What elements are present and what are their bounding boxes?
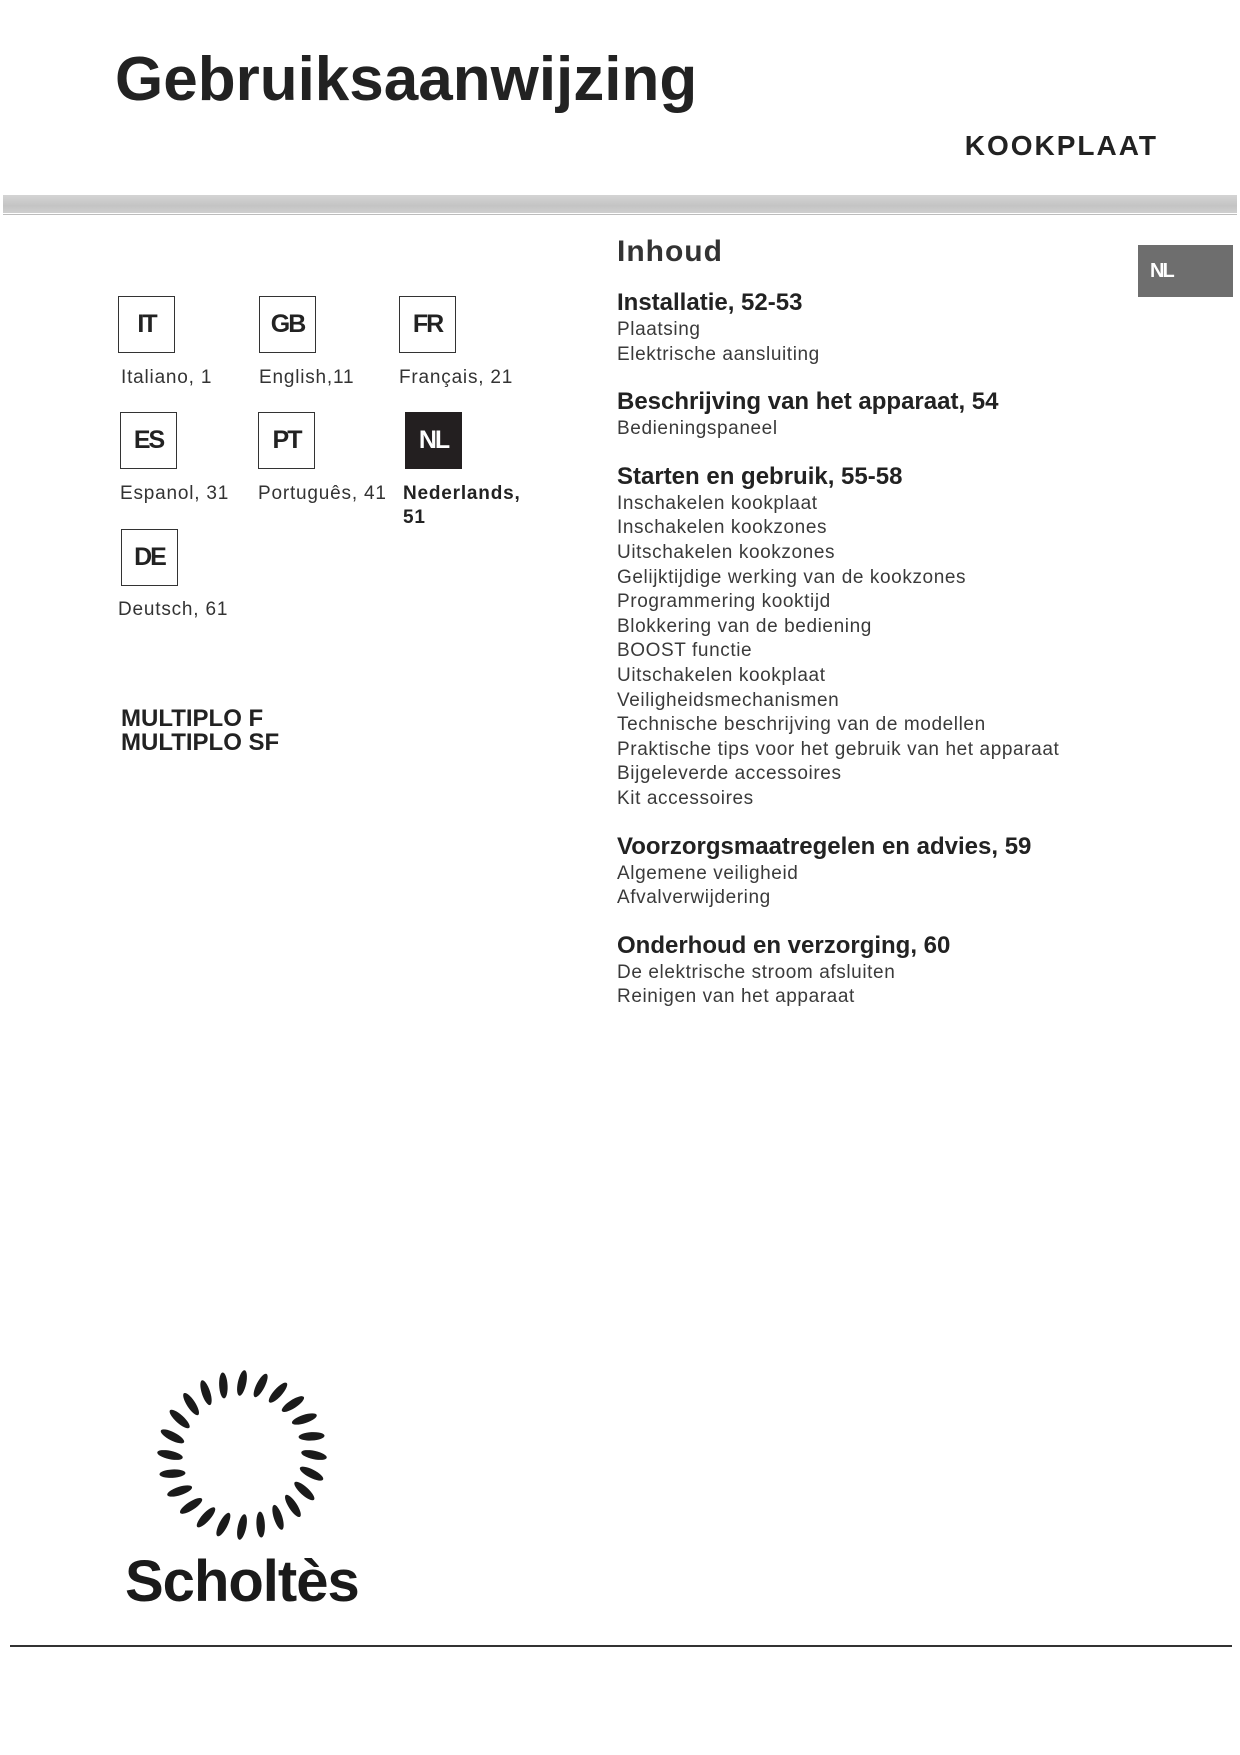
toc-section-title[interactable]: Beschrijving van het apparaat, 54 bbox=[617, 388, 999, 416]
toc-item[interactable]: Inschakelen kookplaat bbox=[617, 492, 818, 514]
header-divider bbox=[3, 214, 1237, 215]
toc-section bbox=[617, 462, 1117, 812]
sun-ray bbox=[214, 1511, 233, 1538]
toc-item[interactable]: De elektrische stroom afsluiten bbox=[617, 961, 896, 983]
lang-label-es: Espanol, 31 bbox=[120, 483, 230, 504]
lang-label-pt: Português, 41 bbox=[258, 483, 387, 504]
sun-ray bbox=[300, 1448, 327, 1462]
sun-ray bbox=[256, 1511, 266, 1537]
toc-item[interactable]: Praktische tips voor het gebruik van het apparaat bbox=[617, 738, 1060, 760]
lang-label-nl: Nederlands, 51 bbox=[403, 483, 521, 528]
toc-item[interactable]: Reinigen van het apparaat bbox=[617, 986, 855, 1008]
model-name: MULTIPLO SF bbox=[121, 729, 280, 756]
sun-ray bbox=[298, 1431, 324, 1441]
lang-box-it[interactable]: IT bbox=[118, 296, 175, 353]
language-tab-nl: NL bbox=[1138, 245, 1233, 297]
toc-section-title[interactable]: Starten en gebruik, 55-58 bbox=[617, 462, 903, 490]
toc-section-title[interactable]: Voorzorgsmaatregelen en advies, 59 bbox=[617, 832, 1032, 860]
toc-item[interactable]: Uitschakelen kookzones bbox=[617, 541, 836, 563]
product-type: KOOKPLAAT bbox=[964, 130, 1158, 161]
sun-ray bbox=[270, 1504, 286, 1531]
sun-ray bbox=[292, 1479, 317, 1503]
toc-item[interactable]: Blokkering van de bediening bbox=[617, 615, 872, 637]
sun-ray bbox=[280, 1393, 306, 1414]
sun-ray bbox=[178, 1495, 204, 1516]
header-band bbox=[3, 195, 1237, 213]
sun-ray bbox=[291, 1411, 318, 1427]
toc-section bbox=[617, 387, 1117, 442]
toc-heading: Inhoud bbox=[617, 235, 723, 268]
sun-ray bbox=[235, 1513, 249, 1540]
lang-box-nl[interactable]: NL bbox=[405, 412, 462, 469]
sun-ray bbox=[166, 1483, 193, 1499]
sun-ray bbox=[251, 1372, 270, 1399]
lang-box-fr[interactable]: FR bbox=[399, 296, 456, 353]
toc-section bbox=[617, 288, 1117, 367]
sun-ray bbox=[180, 1391, 201, 1417]
sun-ray bbox=[159, 1469, 185, 1479]
lang-label-de: Deutsch, 61 bbox=[118, 599, 229, 620]
toc-item[interactable]: Technische beschrijving van de modellen bbox=[617, 714, 986, 736]
model-name: MULTIPLO F bbox=[121, 705, 264, 732]
toc-item[interactable]: Programmering kooktijd bbox=[617, 591, 831, 613]
sun-ray bbox=[218, 1372, 228, 1398]
sun-ray bbox=[198, 1379, 214, 1406]
sun-ray bbox=[266, 1380, 290, 1405]
document-title: Gebruiksaanwijzing bbox=[115, 45, 698, 114]
lang-box-pt[interactable]: PT bbox=[258, 412, 315, 469]
sun-ray bbox=[167, 1407, 192, 1431]
toc-item[interactable]: Kit accessoires bbox=[617, 787, 754, 809]
brand-logo-text: Scholtès bbox=[125, 1549, 359, 1614]
toc-item[interactable]: Veiligheidsmechanismen bbox=[617, 689, 840, 711]
toc-item[interactable]: Bijgeleverde accessoires bbox=[617, 763, 842, 785]
toc-item[interactable]: Elektrische aansluiting bbox=[617, 343, 820, 365]
sun-ray bbox=[235, 1369, 249, 1396]
toc-section bbox=[617, 931, 1117, 1010]
toc-item[interactable]: BOOST functie bbox=[617, 640, 753, 662]
toc-item[interactable]: Algemene veiligheid bbox=[617, 862, 799, 884]
toc-item[interactable]: Plaatsing bbox=[617, 319, 701, 340]
toc-section-title[interactable]: Installatie, 52-53 bbox=[617, 289, 803, 316]
toc-section-title[interactable]: Onderhoud en verzorging, 60 bbox=[617, 931, 951, 959]
table-of-contents bbox=[617, 288, 1117, 1030]
sun-ray bbox=[194, 1505, 218, 1530]
toc-item[interactable]: Gelijktijdige werking van de kookzones bbox=[617, 566, 967, 588]
toc-section bbox=[617, 832, 1117, 911]
toc-item[interactable]: Uitschakelen kookplaat bbox=[617, 664, 826, 686]
toc-item[interactable]: Afvalverwijdering bbox=[617, 887, 771, 909]
sun-ray bbox=[298, 1464, 325, 1483]
lang-box-de[interactable]: DE bbox=[121, 529, 178, 586]
lang-label-gb: English,11 bbox=[259, 367, 355, 388]
lang-label-fr: Français, 21 bbox=[399, 367, 514, 388]
lang-box-gb[interactable]: GB bbox=[259, 296, 316, 353]
sun-ray bbox=[282, 1493, 303, 1519]
sun-ray bbox=[159, 1427, 186, 1446]
lang-box-es[interactable]: ES bbox=[120, 412, 177, 469]
model-list bbox=[121, 707, 279, 755]
sun-burst-graphic bbox=[120, 1365, 360, 1545]
lang-label-it: Italiano, 1 bbox=[121, 367, 213, 388]
toc-item[interactable]: Bedieningspaneel bbox=[617, 418, 778, 440]
footer-divider bbox=[10, 1645, 1232, 1647]
sun-ray bbox=[156, 1448, 183, 1462]
toc-item[interactable]: Inschakelen kookzones bbox=[617, 517, 828, 539]
